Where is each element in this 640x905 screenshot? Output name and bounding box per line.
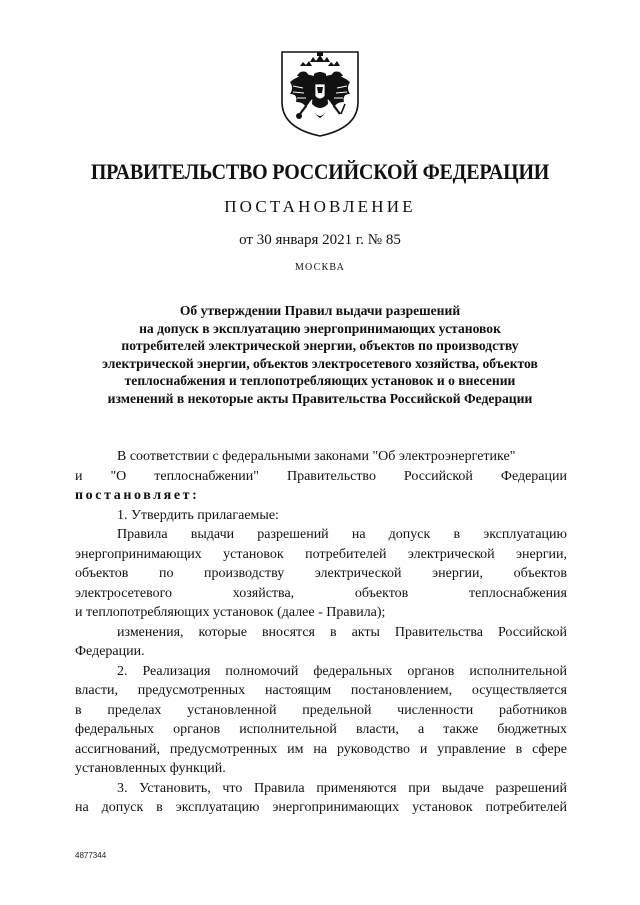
date-and-number: от 30 января 2021 г. № 85: [239, 232, 401, 248]
document-subject: [60, 302, 580, 408]
body-line: Правила выдачи разрешений на допуск в эксплуатацию: [117, 527, 567, 542]
document-body: [75, 447, 567, 818]
body-line: Федерации.: [75, 644, 145, 659]
body-line: и теплопотребляющих установок (далее - Правила);: [75, 605, 386, 620]
subject-line: потребителей электрической энергии, объектов по производству: [121, 338, 519, 354]
body-line: изменения, которые вносятся в акты Правительства Российской: [117, 624, 567, 640]
state-emblem-icon: [276, 46, 364, 138]
document-footer-number: 4877344: [75, 851, 107, 860]
subject-line: на допуск в эксплуатацию энергопринимающих установок: [139, 320, 501, 336]
subject-line: Об утверждении Правил выдачи разрешений: [179, 303, 461, 318]
body-line: на допуск в эксплуатацию энергопринимающих установок потребителей: [75, 800, 567, 815]
subject-line: электрической энергии, объектов электросетевого хозяйства, объектов: [102, 355, 538, 371]
body-line: энергопринимающих установок потребителей электрической энергии,: [75, 546, 567, 562]
city: МОСКВА: [294, 262, 346, 273]
body-line: установленных функций.: [75, 761, 226, 776]
body-line: и "О теплоснабжении" Правительство Российской Федерации: [75, 468, 567, 484]
body-line: объектов по производству электрической энергии, объектов: [75, 566, 567, 581]
resolution-keyword: постановляет:: [75, 488, 200, 503]
body-line: федеральных органов исполнительной власти, а также бюджетных: [75, 722, 567, 737]
body-line: в пределах установленной предельной численности работников: [75, 702, 567, 718]
body-line: ассигнований, предусмотренных им на руководство и управление в сфере: [75, 741, 567, 757]
body-line: 1. Утвердить прилагаемые:: [117, 507, 279, 523]
subject-line: изменений в некоторые акты Правительства Российской Федерации: [107, 390, 533, 406]
body-line: 3. Установить, что Правила применяются при выдаче разрешений: [117, 780, 567, 796]
document-type: ПОСТАНОВЛЕНИЕ: [224, 197, 416, 216]
body-line: 2. Реализация полномочий федеральных органов исполнительной: [117, 663, 567, 679]
government-title: ПРАВИТЕЛЬСТВО РОССИЙСКОЙ ФЕДЕРАЦИИ: [90, 160, 550, 185]
body-line: электросетевого хозяйства, объектов теплоснабжения: [75, 585, 567, 601]
body-line: власти, предусмотренных настоящим постановлением, осуществляется: [75, 683, 567, 698]
subject-line: теплоснабжения и теплопотребляющих установок и о внесении: [124, 373, 516, 389]
body-line: В соответствии с федеральными законами "Об электроэнергетике": [117, 449, 516, 464]
